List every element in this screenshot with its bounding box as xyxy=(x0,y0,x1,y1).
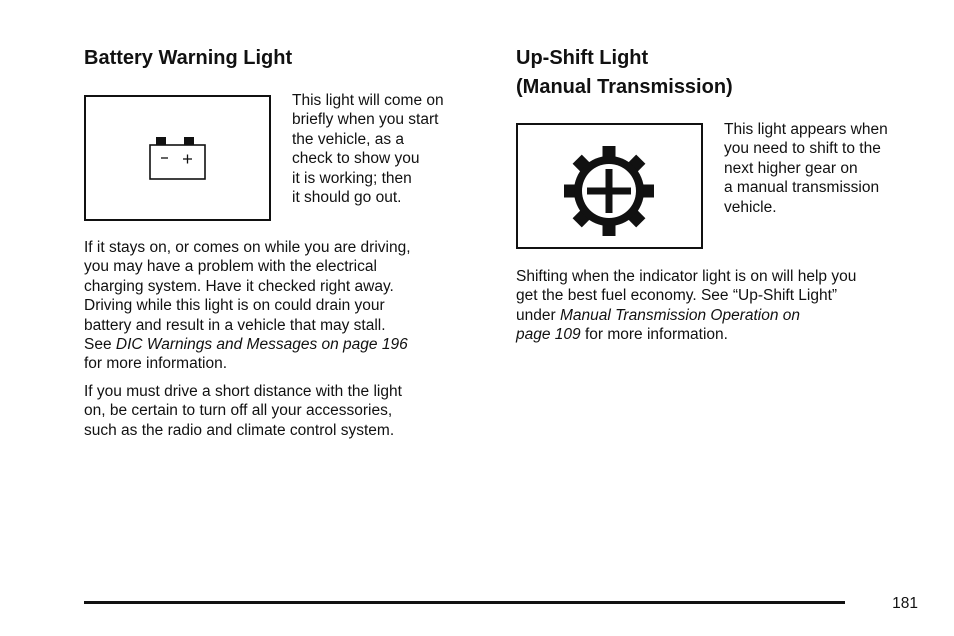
text-line: such as the radio and climate control system. xyxy=(84,421,395,439)
text-line xyxy=(84,335,411,354)
text-line: on, be certain to turn off all your accessories, xyxy=(84,402,393,420)
text-line: the vehicle, as a xyxy=(292,130,405,148)
upshift-icon-box xyxy=(516,123,703,249)
text-line: If you must drive a short distance with the light xyxy=(84,383,402,400)
text-line: battery and result in a vehicle that may stall. xyxy=(84,316,386,334)
text-line: Shifting when the indicator light is on will help you xyxy=(516,268,857,285)
text-line: you need to shift to the xyxy=(724,140,881,158)
battery-paragraph-1 xyxy=(84,238,411,374)
text-line: briefly when you start xyxy=(292,111,439,129)
text-line: it should go out. xyxy=(292,189,402,207)
gear-plus-icon xyxy=(518,125,701,247)
text-line xyxy=(516,325,856,344)
footer-rule xyxy=(84,601,845,604)
text-line: Driving while this light is on could drain your xyxy=(84,297,385,315)
page-109-reference[interactable]: page 109 xyxy=(516,326,581,344)
text-line: for more information. xyxy=(84,355,227,373)
battery-paragraph-2 xyxy=(84,382,402,440)
see-prefix: See xyxy=(84,336,116,354)
text-line: next higher gear on xyxy=(724,159,858,177)
heading-line: Up-Shift Light xyxy=(516,47,649,69)
text-line: get the best fuel economy. See “Up-Shift Light” xyxy=(516,287,838,305)
page-number: 181 xyxy=(892,595,918,612)
battery-icon xyxy=(86,97,269,219)
dic-warnings-reference[interactable]: DIC Warnings and Messages on page 196 xyxy=(115,336,408,354)
text-line: a manual transmission xyxy=(724,179,880,197)
text-line: If it stays on, or comes on while you are driving, xyxy=(84,239,411,256)
text-line: This light will come on xyxy=(292,92,444,109)
text-line: vehicle. xyxy=(724,198,777,216)
battery-side-text xyxy=(292,91,444,207)
more-info-suffix: for more information. xyxy=(580,326,728,344)
battery-icon-box xyxy=(84,95,271,221)
text-line: check to show you xyxy=(292,150,420,168)
upshift-paragraph xyxy=(516,267,856,345)
upshift-light-heading xyxy=(516,44,733,102)
text-line: it is working; then xyxy=(292,169,412,187)
upshift-side-text xyxy=(724,120,888,217)
heading-line: (Manual Transmission) xyxy=(516,76,733,98)
battery-warning-heading: Battery Warning Light xyxy=(84,47,293,69)
under-prefix: under xyxy=(516,306,560,324)
text-line xyxy=(516,306,856,325)
text-line: you may have a problem with the electrical xyxy=(84,258,377,276)
manual-transmission-reference[interactable]: Manual Transmission Operation on xyxy=(559,306,801,324)
text-line: This light appears when xyxy=(724,121,888,138)
text-line: charging system. Have it checked right away. xyxy=(84,277,394,295)
